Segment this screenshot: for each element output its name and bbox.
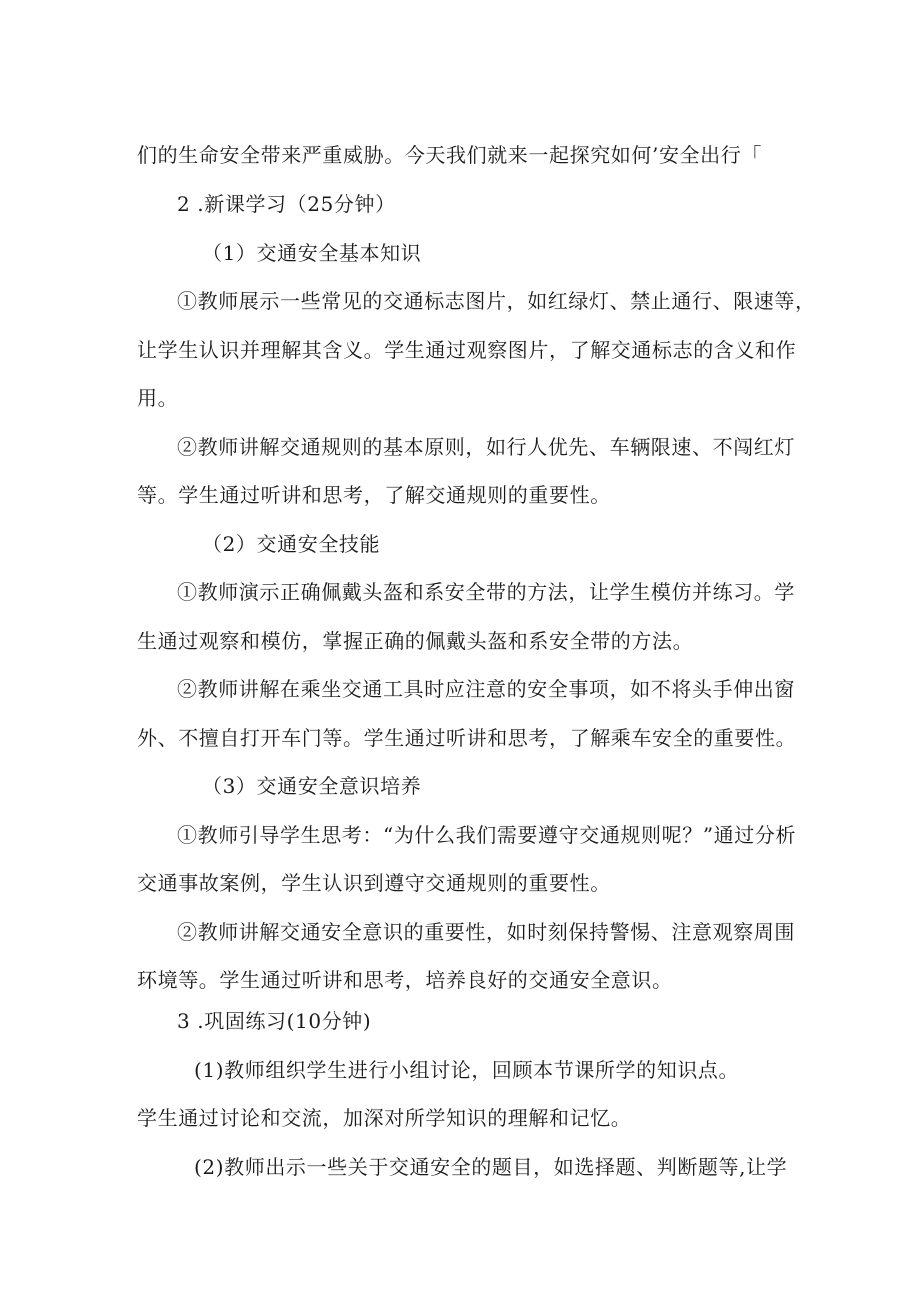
paragraph-line: ②教师讲解交通安全意识的重要性，如时刻保持警惕、注意观察周围	[177, 920, 795, 944]
paragraph-line: ②教师讲解交通规则的基本原则，如行人优先、车辆限速、不闯红灯	[177, 435, 795, 459]
paragraph-line: 用。	[137, 386, 179, 410]
paragraph-line: 交通事故案例，学生认识到遵守交通规则的重要性。	[137, 871, 611, 895]
paragraph-line: ①教师演示正确佩戴头盔和系安全带的方法，让学生模仿并练习。学	[177, 580, 795, 604]
paragraph-line: 学生通过讨论和交流，加深对所学知识的理解和记忆。	[137, 1106, 632, 1130]
section-heading: 2 .新课学习（25分钟）	[177, 192, 396, 216]
paragraph-line: 们的生命安全带来严重威胁。今天我们就来一起探究如何’安全出行「	[137, 143, 762, 167]
subsection-heading: （3）交通安全意识培养	[202, 774, 422, 798]
paragraph-line: 环境等。学生通过听讲和思考，培养良好的交通安全意识。	[137, 968, 673, 992]
section-heading: 3 .巩固练习(10分钟)	[177, 1009, 372, 1033]
paragraph-line: 等。学生通过听讲和思考，了解交通规则的重要性。	[137, 483, 611, 507]
paragraph-line: ①教师展示一些常见的交通标志图片，如红绿灯、禁止通行、限速等，	[177, 289, 816, 313]
paragraph-line: 外、不擅自打开车门等。学生通过听讲和思考，了解乘车安全的重要性。	[137, 726, 797, 750]
paragraph-line: 让学生认识并理解其含义。学生通过观察图片，了解交通标志的含义和作	[137, 338, 797, 362]
paragraph-line: 生通过观察和模仿，掌握正确的佩戴头盔和系安全带的方法。	[137, 629, 694, 653]
paragraph-line: ②教师讲解在乘坐交通工具时应注意的安全事项，如不将头手伸出窗	[177, 677, 795, 701]
paragraph-line: (2)教师出示一些关于交通安全的题目，如选择题、判断题等,让学	[194, 1155, 788, 1179]
paragraph-line: (1)教师组织学生进行小组讨论，回顾本节课所学的知识点。	[194, 1058, 740, 1082]
subsection-heading: （1）交通安全基本知识	[202, 241, 422, 265]
subsection-heading: （2）交通安全技能	[202, 532, 381, 556]
paragraph-line: ①教师引导学生思考：“为什么我们需要遵守交通规则呢？”通过分析	[177, 823, 797, 847]
